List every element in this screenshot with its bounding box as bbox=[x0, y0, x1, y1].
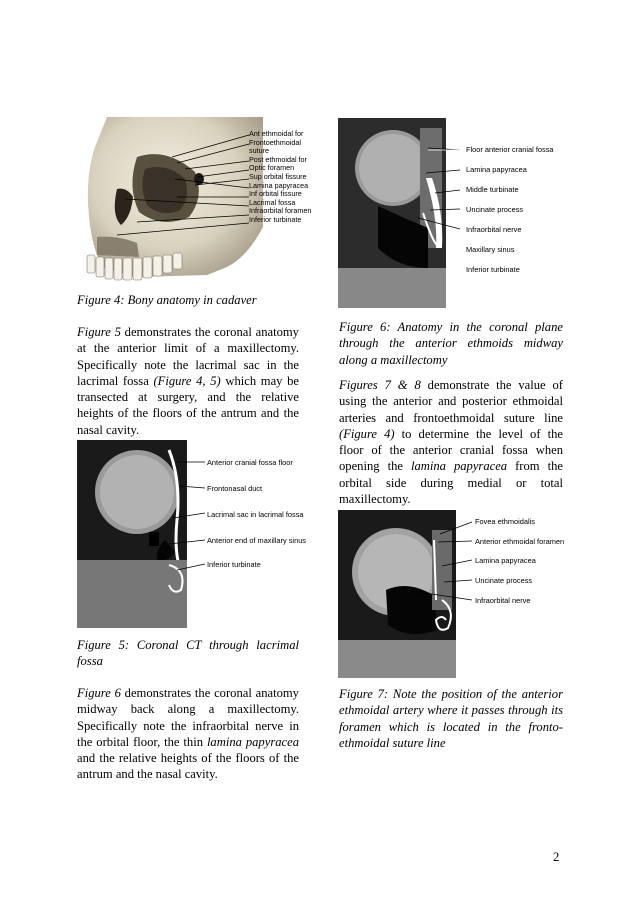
figure-4-label-inferior-turbinate: Inferior turbinate bbox=[249, 214, 302, 224]
figure-6-caption: Figure 6: Anatomy in the coronal plane through the anterior ethmoids midway along a maxillectomy bbox=[339, 320, 563, 367]
figure-4-5-reference: (Figure 4, 5) bbox=[153, 373, 221, 388]
figure-6-label-maxillary-sinus: Maxillary sinus bbox=[466, 245, 515, 254]
figure-4-label-suture: suture bbox=[249, 146, 269, 156]
figure-4-label-optic-foramen: Optic foramen bbox=[249, 163, 295, 173]
paragraph-figures-7-8-description bbox=[339, 377, 563, 507]
figure-5-label-lacrimal-sac: Lacrimal sac in lacrimal fossa bbox=[207, 510, 304, 519]
paragraph-figure-6-description bbox=[77, 685, 299, 783]
figures-7-8-reference: Figures 7 & 8 bbox=[339, 378, 421, 392]
ct-scan-figure-7 bbox=[338, 510, 568, 678]
figure-5-reference: Figure 5 bbox=[77, 325, 121, 339]
page-number: 2 bbox=[553, 850, 560, 864]
figure-7-image bbox=[338, 510, 568, 678]
figure-4-reference: (Figure 4) bbox=[339, 426, 395, 441]
figure-7-label-fovea-ethmoidalis: Fovea ethmoidalis bbox=[475, 517, 535, 526]
ct-scan-figure-5 bbox=[77, 440, 299, 628]
figure-4-label-sup-orbital-fissure: Sup orbital fissure bbox=[249, 171, 307, 181]
figure-5-image bbox=[77, 440, 299, 628]
figure-4-label-frontoethmoidal: Frontoethmoidal bbox=[249, 137, 301, 147]
figure-6-label-lamina-papyracea: Lamina papyracea bbox=[466, 165, 527, 174]
figure-6-label-uncinate-process: Uncinate process bbox=[466, 205, 524, 214]
figure-5-label-anterior-cranial-fossa-floor: Anterior cranial fossa floor bbox=[207, 458, 293, 467]
lamina-papyracea-term: lamina papyracea bbox=[410, 459, 508, 474]
figure-6-label-infraorbital-nerve: Infraorbital nerve bbox=[466, 225, 522, 234]
figure-4-label-infraorbital-foramen: Infraorbital foramen bbox=[249, 206, 312, 216]
figure-4-label-lacrimal-fossa: Lacrimal fossa bbox=[249, 197, 296, 207]
figure-4-caption: Figure 4: Bony anatomy in cadaver bbox=[77, 293, 257, 307]
paragraph-text: demonstrate the value of using the anterior and posterior ethmoidal arteries and frontoethmoidal suture line bbox=[339, 378, 564, 425]
figure-6-reference: Figure 6 bbox=[77, 686, 121, 700]
figure-4-label-lamina-papyracea: Lamina papyracea bbox=[249, 180, 309, 190]
figure-4-label-ant-ethmoidal: Ant ethmoidal for bbox=[249, 129, 304, 138]
figure-5-caption: Figure 5: Coronal CT through lacrimal fossa bbox=[77, 638, 299, 669]
paragraph-text: demonstrates the coronal anatomy midway back along a maxillectomy. Specifically note the infraorbital nerve in the orbital floor, the thin bbox=[77, 686, 299, 749]
paragraph-text: demonstrates the coronal anatomy at the anterior limit of a maxillectomy. Specifically note the lacrimal sac in the lacrimal fossa bbox=[77, 325, 299, 388]
paragraph-text: and the relative heights of the floors of the antrum and the nasal cavity. bbox=[77, 751, 299, 782]
figure-7-label-uncinate-process: Uncinate process bbox=[475, 576, 533, 585]
figure-5-label-inferior-turbinate: Inferior turbinate bbox=[207, 560, 261, 569]
figure-7-label-anterior-ethmoidal-foramen: Anterior ethmoidal foramen bbox=[475, 537, 565, 546]
figure-6-label-floor-anterior-cranial-fossa: Floor anterior cranial fossa bbox=[466, 145, 554, 154]
paragraph-text: which may be transected at surgery, and the relative heights of the floors of the antrum and the nasal cavity. bbox=[77, 373, 300, 437]
figure-7-caption: Figure 7: Note the position of the anterior ethmoidal artery where it passes through its foramen which is located in the fronto-ethmoidal suture line bbox=[339, 687, 563, 750]
figure-6-label-inferior-turbinate: Inferior turbinate bbox=[466, 265, 520, 274]
figure-7-label-infraorbital-nerve: Infraorbital nerve bbox=[475, 596, 531, 605]
paragraph-text: from the orbital side during medial or total maxillectomy. bbox=[339, 459, 563, 507]
figure-7-label-lamina-papyracea: Lamina papyracea bbox=[475, 556, 536, 565]
figure-5-label-frontonasal-duct: Frontonasal duct bbox=[207, 484, 263, 493]
figure-6-label-middle-turbinate: Middle turbinate bbox=[466, 185, 519, 194]
paragraph-figure-5-description bbox=[77, 324, 299, 438]
lamina-papyracea-term: lamina papyracea bbox=[206, 734, 299, 749]
skull-illustration bbox=[77, 117, 263, 285]
paragraph-text: to determine the level of the floor of the anterior cranial fossa when opening the bbox=[339, 426, 563, 474]
figure-4-label-inf-orbital-fissure: Inf orbital fissure bbox=[249, 189, 302, 199]
figure-5-label-anterior-end-maxillary-sinus: Anterior end of maxillary sinus bbox=[207, 536, 306, 545]
figure-4-label-post-ethmoidal: Post ethmoidal for bbox=[249, 154, 307, 164]
figure-4-image bbox=[77, 117, 263, 285]
